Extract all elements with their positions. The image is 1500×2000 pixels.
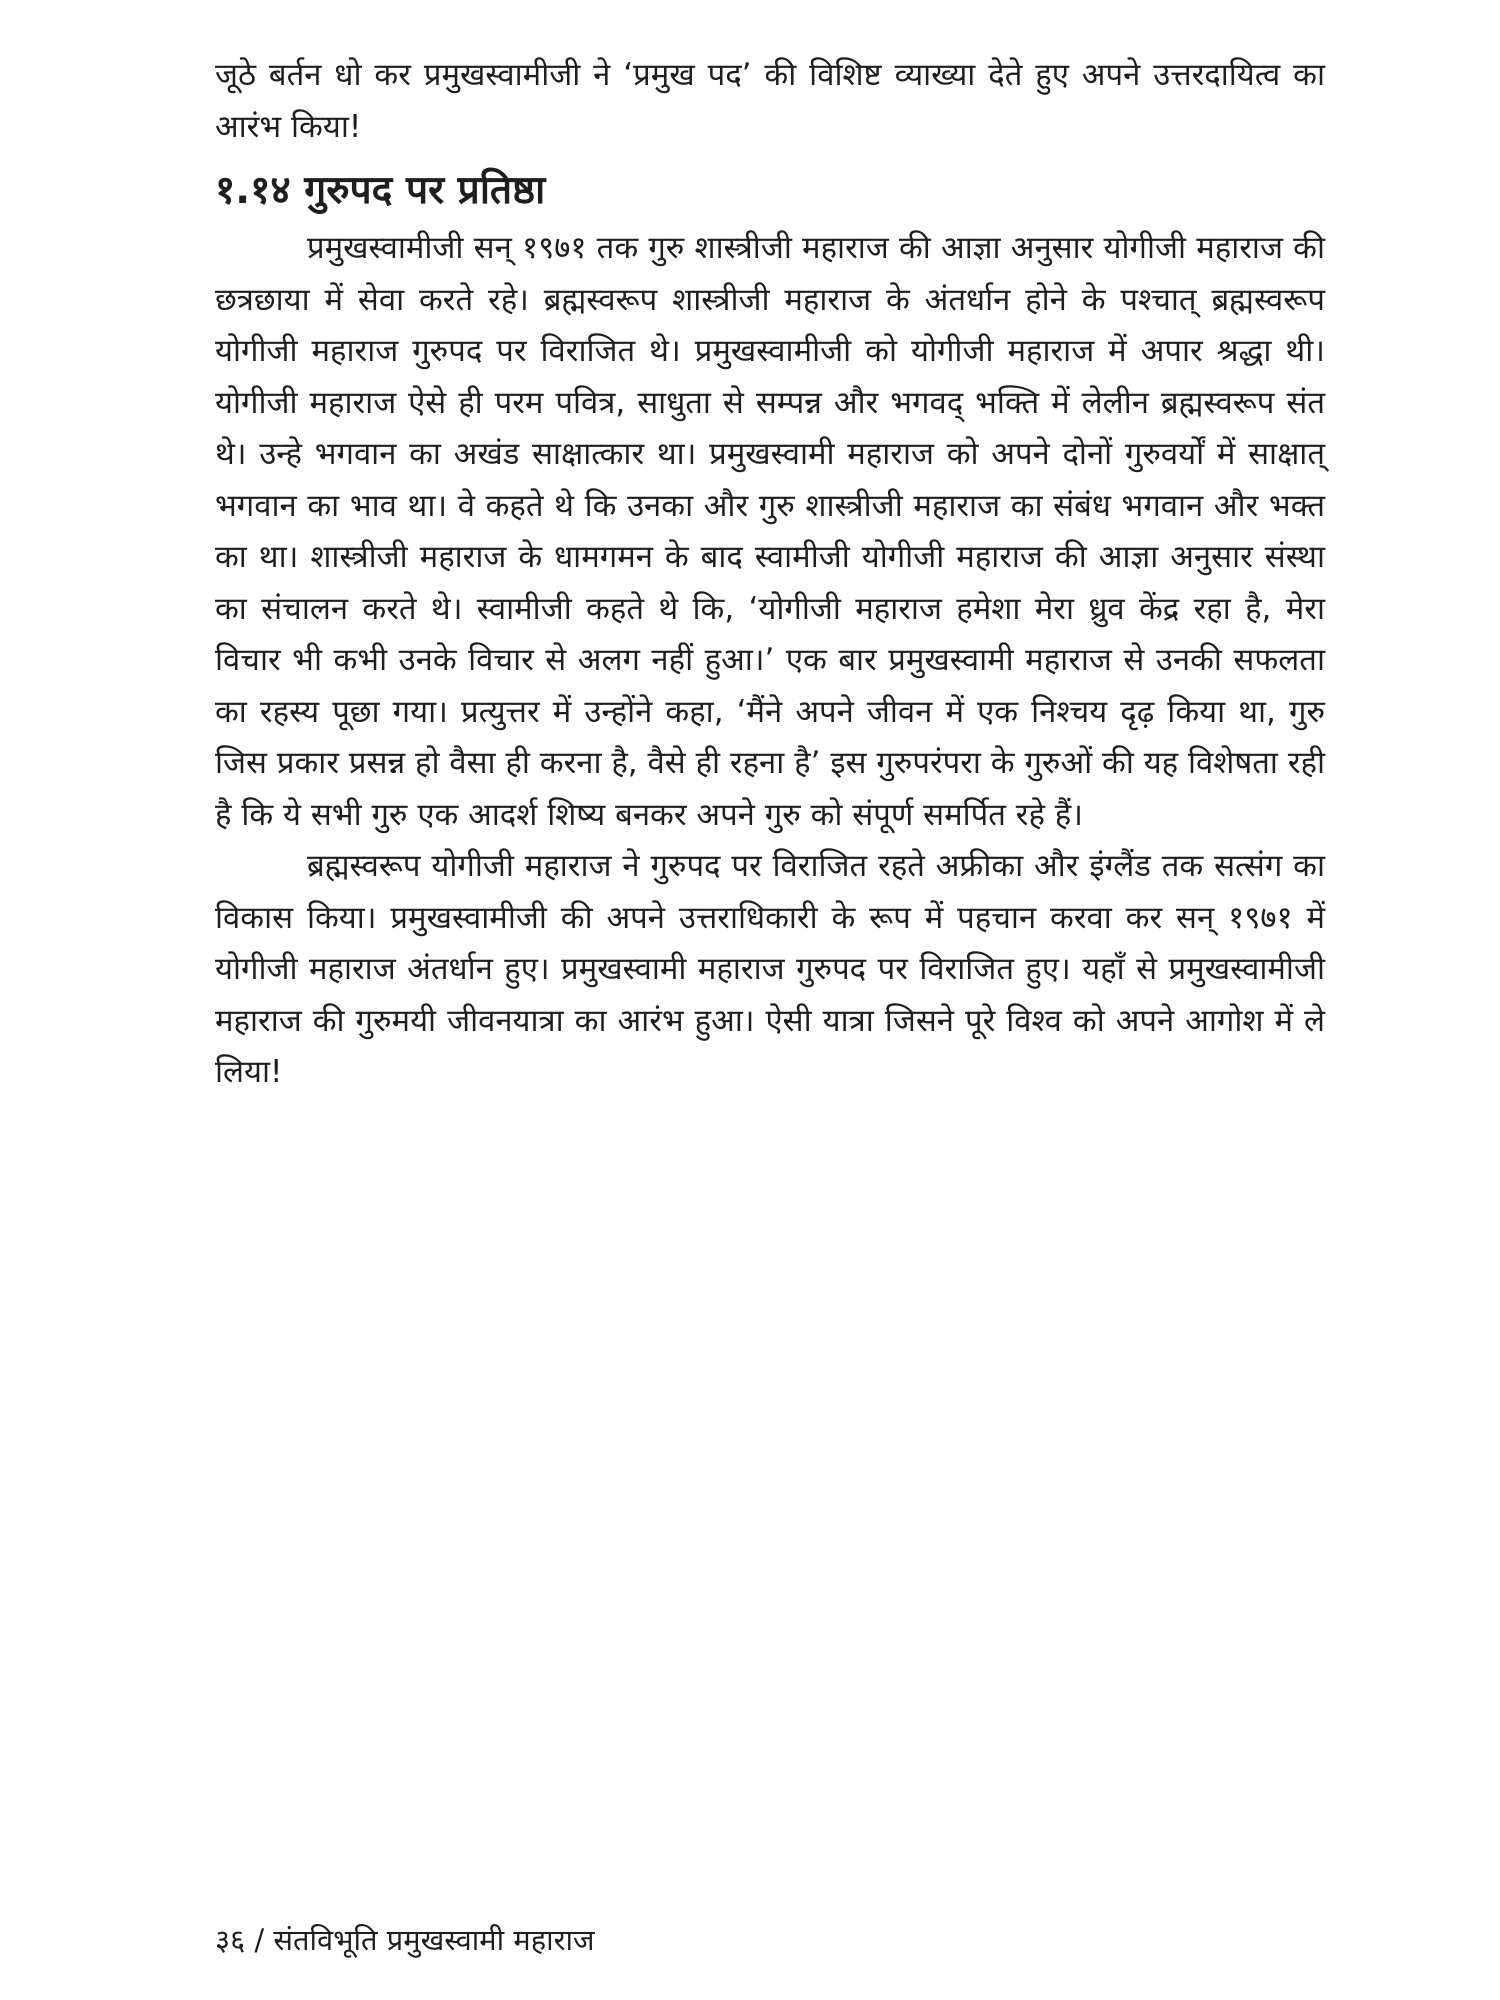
section-paragraph-2: ब्रह्मस्वरूप योगीजी महाराज ने गुरुपद पर विराजित रहते अफ्रीका और इंग्लैंड तक सत्संग का विकास किया। प्रमुखस्वामीजी की अपने उत्तराधिकारी के रूप में पहचान करवा कर सन् १९७१ में योगीजी महाराज अंतर्धान हुए। प्रमुखस्वामी महाराज गुरुपद पर विराजित हुए। यहाँ से प्रमुखस्वामीजी महाराज की गुरुमयी जीवनयात्रा का आरंभ हुआ। ऐसी यात्रा जिसने पूरे विश्व को अपने आगोश में ले लिया! (215, 848, 1325, 1090)
section-paragraph-1: प्रमुखस्वामीजी सन् १९७१ तक गुरु शास्त्रीजी महाराज की आज्ञा अनुसार योगीजी महाराज की छत्रछाया में सेवा करते रहे। ब्रह्मस्वरूप शास्त्रीजी महाराज के अंतर्धान होने के पश्चात् ब्रह्मस्वरूप योगीजी महाराज गुरुपद पर विराजित थे। प्रमुखस्वामीजी को योगीजी महाराज में अपार श्रद्धा थी। योगीजी महाराज ऐसे ही परम पवित्र, साधुता से सम्पन्न और भगवद् भक्ति में लेलीन ब्रह्मस्वरूप संत थे। उन्हे भगवान का अखंड साक्षात्कार था। प्रमुखस्वामी महाराज को अपने दोनों गुरुवर्यों में साक्षात् भगवान का भाव था। वे कहते थे कि उनका और गुरु शास्त्रीजी महाराज का संबंध भगवान और भक्त का था। शास्त्रीजी महाराज के धामगमन के बाद स्वामीजी योगीजी महाराज की आज्ञा अनुसार संस्था का संचालन करते थे। स्वामीजी कहते थे कि, ‘योगीजी महाराज हमेशा मेरा ध्रुव केंद्र रहा है, मेरा विचार भी कभी उनके विचार से अलग नहीं हुआ।’ एक बार प्रमुखस्वामी महाराज से उनकी सफलता का रहस्य पूछा गया। प्रत्युत्तर में उन्होंने कहा, ‘मैंने अपने जीवन में एक निश्चय दृढ़ किया था, गुरु जिस प्रकार प्रसन्न हो वैसा ही करना है, वैसे ही रहना है’ इस गुरुपरंपरा के गुरुओं की यह विशेषता रही है कि ये सभी गुरु एक आदर्श शिष्य बनकर अपने गुरु को संपूर्ण समर्पित रहे हैं। (215, 230, 1325, 833)
section-heading: १.१४ गुरुपद पर प्रतिष्ठा (215, 168, 546, 213)
body-text (215, 50, 1325, 1099)
intro-paragraph: जूठे बर्तन धो कर प्रमुखस्वामीजी ने ‘प्रमुख पद’ की विशिष्ट व्याख्या देते हुए अपने उत्तरदायित्व का आरंभ किया! (215, 57, 1325, 145)
page-number: ३६ (215, 1923, 246, 1957)
page-footer (215, 1920, 595, 1960)
book-title: संतविभूति प्रमुखस्वामी महाराज (273, 1923, 595, 1957)
footer-separator: / (254, 1923, 265, 1957)
